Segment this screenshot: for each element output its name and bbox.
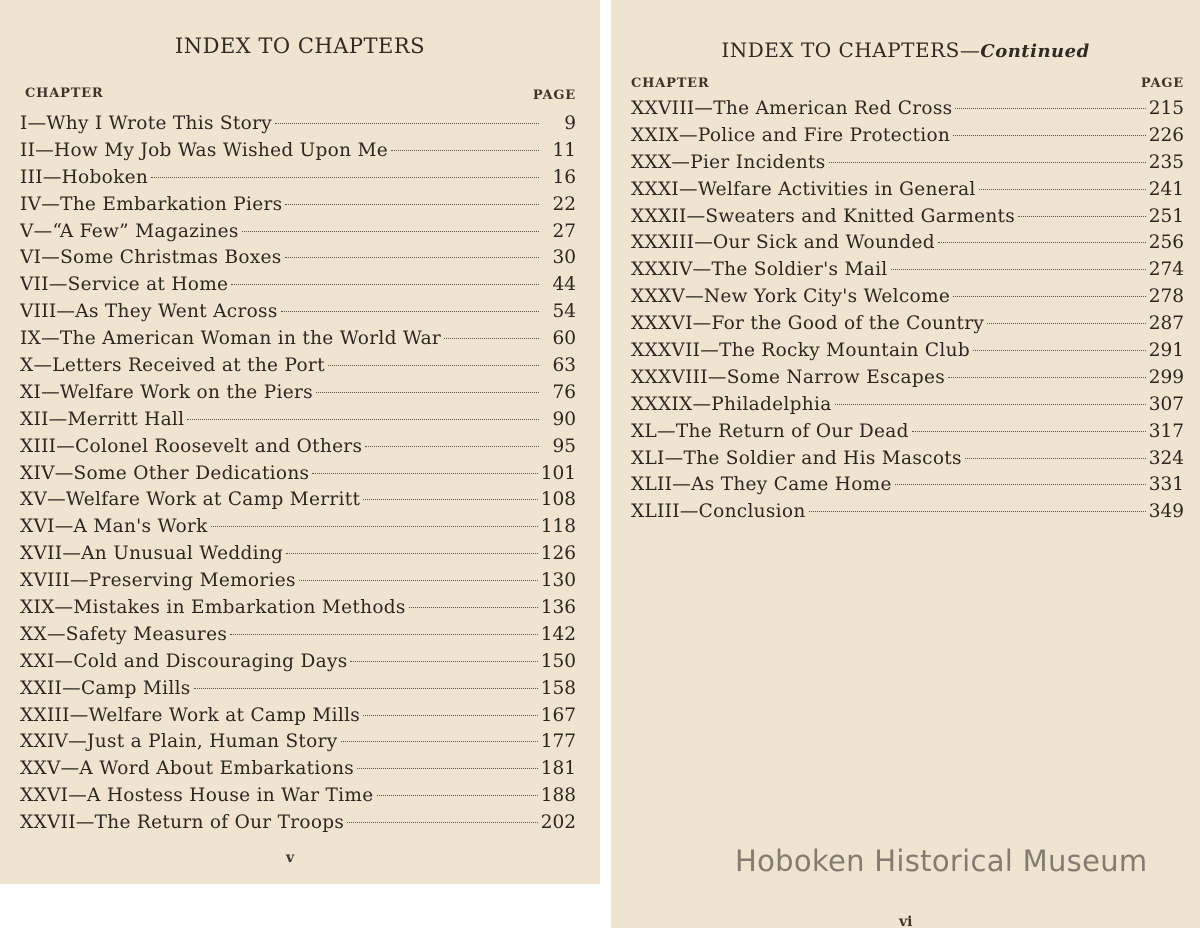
toc-entry [20,649,576,676]
page-number: 307 [1148,393,1184,415]
dot-leader [955,108,1145,109]
toc-entry [20,380,576,407]
dot-leader [979,189,1146,190]
toc-entry [20,219,576,246]
chapter-title: XIX—Mistakes in Embarkation Methods [20,597,406,619]
page-folio: vi [899,914,913,930]
page-number: 54 [552,301,576,323]
page-number: 60 [552,328,576,350]
chapter-title: XVI—A Man's Work [20,516,208,538]
dot-leader [973,350,1146,351]
dot-leader [895,484,1146,485]
dot-leader [357,768,538,769]
chapter-title: XXXIII—Our Sick and Wounded [631,232,935,254]
toc-entry [631,284,1184,311]
page-column-header: PAGE [532,88,576,103]
toc-entry [20,703,576,730]
chapter-title: XXVI—A Hostess House in War Time [20,785,374,807]
page-number: 158 [540,677,576,699]
chapter-title: XXIX—Police and Fire Protection [631,124,951,146]
toc-entry [20,487,576,514]
page-number: 90 [552,408,576,430]
dot-leader [912,431,1146,432]
toc-entry [20,810,576,837]
dot-leader [377,795,538,796]
page-number: 181 [540,758,576,780]
chapter-title: XXVII—The Return of Our Troops [20,812,345,834]
dot-leader [328,365,539,366]
dot-leader [316,392,539,393]
chapter-title: IV—The Embarkation Piers [20,193,283,215]
page-number: 16 [552,166,576,188]
page-number: 76 [552,381,576,403]
toc-entry [631,446,1184,473]
page-number: 167 [540,704,576,726]
page-number: 226 [1148,124,1184,146]
toc-entry [20,353,576,380]
dot-leader [285,204,539,205]
page-number: 349 [1148,501,1184,523]
toc-entry [20,541,576,568]
title-suffix: Continued [980,41,1090,62]
page-number: 11 [552,139,576,161]
chapter-title: VII—Service at Home [20,274,229,296]
dot-leader [809,511,1146,512]
page-title: INDEX TO CHAPTERS [174,34,426,58]
chapter-title: XXXIX—Philadelphia [631,393,832,415]
dot-leader [281,311,539,312]
page-number: 44 [552,274,576,296]
chapter-title: XXII—Camp Mills [20,677,191,699]
toc-entry [20,165,576,192]
dot-leader [299,580,538,581]
page-number: 63 [552,355,576,377]
chapter-title: XXXII—Sweaters and Knitted Garments [631,205,1016,227]
dot-leader [285,257,539,258]
dot-leader [891,269,1146,270]
page-number: 9 [564,113,576,134]
chapter-title: XI—Welfare Work on the Piers [20,381,313,403]
page-number: 101 [540,462,576,484]
dot-leader [350,661,537,662]
page-number: 142 [540,623,576,645]
dot-leader [409,607,538,608]
toc-entry [20,756,576,783]
toc-entry [20,595,576,622]
chapter-title: VIII—As They Went Across [20,301,278,323]
chapter-title: XV—Welfare Work at Camp Merritt [20,489,361,511]
toc-entry [20,299,576,326]
dot-leader [242,231,539,232]
chapter-title: V—“A Few” Magazines [20,220,239,242]
dot-leader [211,526,538,527]
page-number: 241 [1148,178,1184,200]
dot-leader [151,177,539,178]
toc-entry [631,365,1184,392]
page-number: 235 [1148,151,1184,173]
toc-entry [631,177,1184,204]
chapter-title: XXXI—Welfare Activities in General [631,178,976,200]
toc-entry [631,96,1184,123]
dot-leader [835,404,1146,405]
toc-entry [631,338,1184,365]
dot-leader [347,822,537,823]
page-number: 108 [540,489,576,511]
dot-leader [953,296,1146,297]
page-number: 126 [540,543,576,565]
chapter-title: X—Letters Received at the Port [20,355,325,377]
page-number: 291 [1148,340,1184,362]
page-number: 95 [552,435,576,457]
chapter-title: XXI—Cold and Discouraging Days [20,650,348,672]
toc-entry [631,419,1184,446]
page-number: 278 [1148,286,1184,308]
page-number: 30 [552,247,576,269]
dot-leader [391,150,539,151]
toc-entry [631,499,1184,526]
dot-leader [938,242,1146,243]
toc-entry [631,257,1184,284]
page-number: 317 [1148,420,1184,442]
toc-entry [631,472,1184,499]
page-number: 299 [1148,366,1184,388]
chapter-title: IX—The American Woman in the World War [20,328,442,350]
dot-leader [363,499,537,500]
toc-entry [20,676,576,703]
chapter-title: XII—Merritt Hall [20,408,185,430]
toc-entry [20,729,576,756]
chapter-title: VI—Some Christmas Boxes [20,247,282,269]
page-number: 331 [1148,474,1184,496]
chapter-title: XIV—Some Other Dedications [20,462,310,484]
toc-entry [631,230,1184,257]
dot-leader [286,553,538,554]
title-text: INDEX TO CHAPTERS— [721,38,981,62]
dot-leader [341,741,538,742]
dot-leader [231,284,539,285]
toc-entry [20,326,576,353]
dot-leader [1018,216,1146,217]
chapter-title: XXXVII—The Rocky Mountain Club [631,340,970,362]
dot-leader [365,446,539,447]
chapter-title: XLIII—Conclusion [631,501,806,523]
dot-leader [275,123,539,124]
page-folio: v [286,850,295,866]
chapter-title: XVII—An Unusual Wedding [20,543,284,565]
page-title-continued [611,38,1200,62]
toc-entry [631,204,1184,231]
chapter-list [631,96,1184,526]
toc-entry [20,192,576,219]
chapter-title: XXV—A Word About Embarkations [20,758,355,780]
dot-leader [829,162,1146,163]
page-number: 324 [1148,447,1184,469]
chapter-title: XLI—The Soldier and His Mascots [631,447,962,469]
toc-entry [20,783,576,810]
page-number: 251 [1148,205,1184,227]
chapter-title: XXXIV—The Soldier's Mail [631,259,888,281]
chapter-title: XL—The Return of Our Dead [631,420,909,442]
dot-leader [230,634,538,635]
chapter-title: XXIII—Welfare Work at Camp Mills [20,704,361,726]
museum-watermark: Hoboken Historical Museum [735,844,1148,878]
page-number: 118 [540,516,576,538]
page-number: 150 [540,650,576,672]
dot-leader [312,473,537,474]
left-page [0,0,600,884]
page-number: 256 [1148,232,1184,254]
chapter-title: XXXV—New York City's Welcome [631,286,951,308]
chapter-list [20,111,576,837]
toc-entry [20,138,576,165]
dot-leader [363,715,538,716]
dot-leader [194,688,538,689]
dot-leader [987,323,1146,324]
chapter-title: XLII—As They Came Home [631,474,892,496]
page-number: 136 [540,597,576,619]
toc-entry [20,272,576,299]
dot-leader [953,135,1146,136]
toc-entry [20,514,576,541]
page-number: 188 [540,785,576,807]
chapter-title: II—How My Job Was Wished Upon Me [20,139,389,161]
dot-leader [965,458,1146,459]
page-number: 27 [552,220,576,242]
toc-entry [20,434,576,461]
chapter-column-header: CHAPTER [631,76,710,91]
toc-entry [20,568,576,595]
toc-entry [20,245,576,272]
page-number: 22 [552,193,576,215]
toc-entry [20,407,576,434]
toc-entry [631,311,1184,338]
right-page [611,0,1200,928]
toc-entry [631,150,1184,177]
chapter-title: XXX—Pier Incidents [631,151,826,173]
page-number: 177 [540,731,576,753]
chapter-title: I—Why I Wrote This Story [20,113,272,134]
chapter-title: XXXVI—For the Good of the Country [631,313,985,335]
chapter-column-header: CHAPTER [25,86,104,101]
page-number: 130 [540,570,576,592]
dot-leader [187,419,539,420]
toc-entry [20,111,576,138]
dot-leader [444,338,539,339]
dot-leader [948,377,1146,378]
page-number: 202 [540,812,576,834]
chapter-title: XIII—Colonel Roosevelt and Others [20,435,363,457]
page-number: 215 [1148,98,1184,119]
chapter-title: XXXVIII—Some Narrow Escapes [631,366,946,388]
toc-entry [20,461,576,488]
chapter-title: XVIII—Preserving Memories [20,570,296,592]
chapter-title: XXIV—Just a Plain, Human Story [20,731,338,753]
toc-entry [20,622,576,649]
toc-entry [631,123,1184,150]
page-column-header: PAGE [1140,76,1184,91]
chapter-title: III—Hoboken [20,166,149,188]
chapter-title: XXVIII—The American Red Cross [631,98,953,119]
page-gutter [600,0,611,928]
chapter-title: XX—Safety Measures [20,623,228,645]
toc-entry [631,392,1184,419]
page-number: 274 [1148,259,1184,281]
page-number: 287 [1148,313,1184,335]
